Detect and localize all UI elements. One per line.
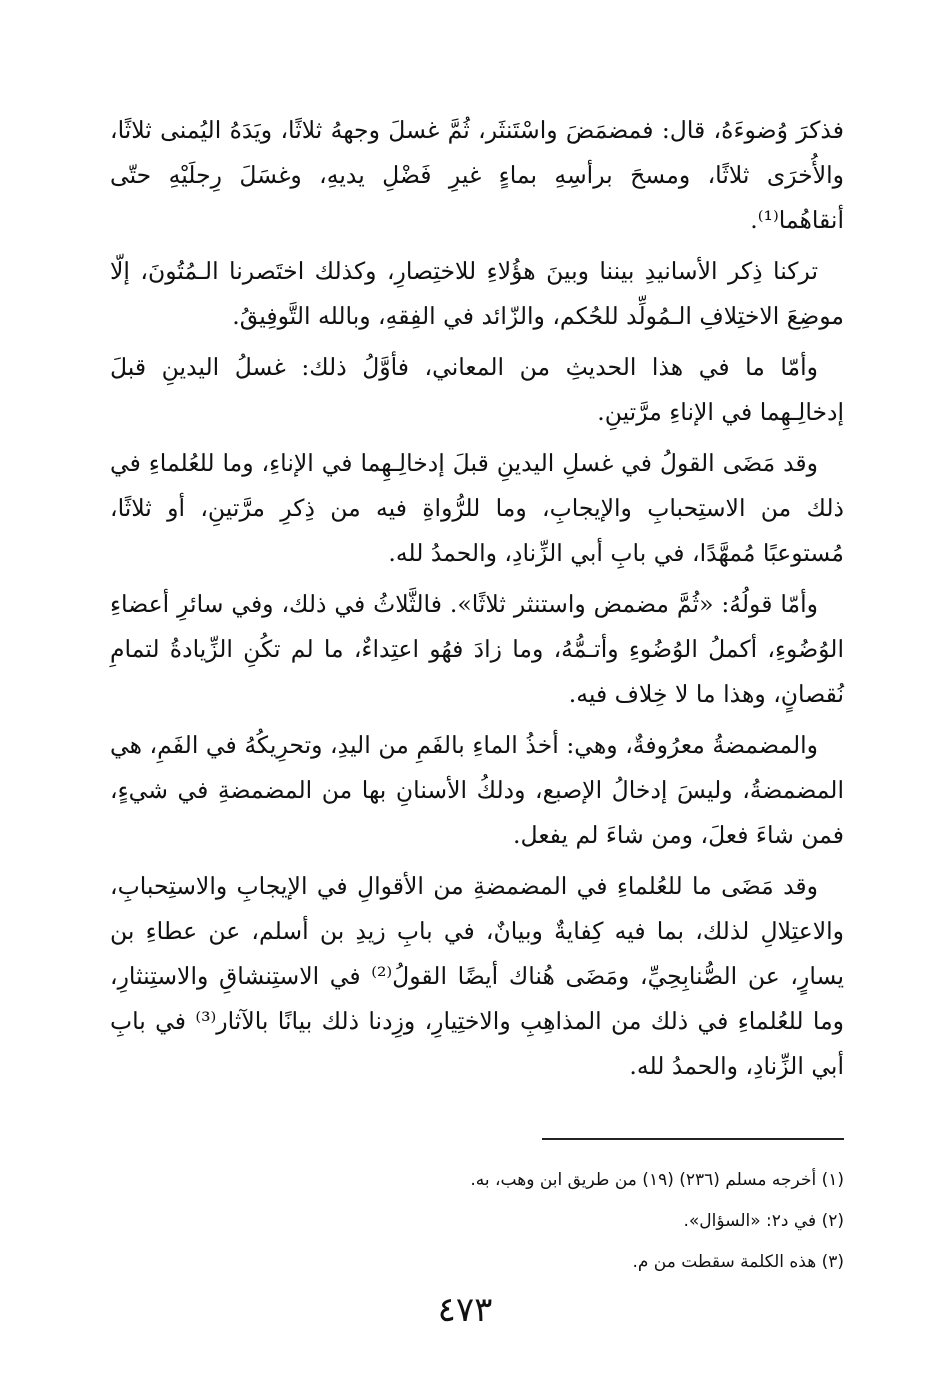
footnote-separator	[542, 1138, 844, 1140]
page-number: ٤٧٣	[437, 1290, 493, 1330]
paragraph-4: وقد مَضَى القولُ في غسلِ اليدينِ قبلَ إدخالِـهِما في الإناءِ، وما للعُلماءِ في ذلك من الاستِحبابِ والإيجابِ، وما للرُّواةِ فيه من ذِكرِ مرَّتينِ، أو ثلاثًا، مُستوعبًا مُمهَّدًا، في بابِ أبي الزِّنادِ، والحمدُ لله.	[110, 449, 844, 567]
paragraph-5: وأمّا قولُهُ: «ثُمَّ مضمض واستنثر ثلاثًا». فالثَّلاثُ في ذلك، وفي سائرِ أعضاءِ الوُضُوءِ، أكملُ الوُضُوءِ وأتـمُّهُ، وما زادَ فهُو اعتِداءٌ، ما لم تكُنِ الزِّيادةُ لتمامِ نُقصانٍ، وهذا ما لا خِلاف فيه.	[110, 590, 844, 708]
footnote-3: (٣) هذه الكلمة سقطت من م.	[632, 1252, 844, 1272]
paragraph-7: وقد مَضَى ما للعُلماءِ في المضمضةِ من الأقوالِ في الإيجابِ والاستِحبابِ، والاعتِلالِ لذلك، بما فيه كِفايةٌ وبيانٌ، في بابِ زيدِ بن أسلم، عن عطاءِ بن يسارٍ، عن الصُّنابِحِيِّ، ومَضَى هُناك أيضًا القولُ⁽²⁾ في الاستِنشاقِ والاستِنثارِ، وما للعُلماءِ في ذلك من المذاهِبِ والاختِيارِ، وزِدنا ذلك بيانًا بالآثار⁽³⁾ في بابِ أبي الزِّنادِ، والحمدُ لله.	[110, 872, 845, 1080]
paragraph-2: تركنا ذِكر الأسانيدِ بيننا وبينَ هؤُلاءِ للاختِصارِ، وكذلك اختَصرنا الـمُتُونَ، إلّا موضِعَ الاختِلافِ الـمُولِّد للحُكم، والزّائد في الفِقهِ، وبالله التَّوفِيقُ.	[110, 257, 844, 330]
main-text	[110, 108, 844, 1095]
footnote-2: (٢) في د٢: «السؤال».	[683, 1211, 844, 1231]
footnote-1: (١) أخرجه مسلم (٢٣٦) (١٩) من طريق ابن وهب، به.	[470, 1170, 844, 1190]
paragraph-1: فذكرَ وُضوءَهُ، قال: فمضمَضَ واسْتَنثَر، ثُمَّ غسلَ وجههُ ثلاثًا، ويَدَهُ اليُمنى ثلاثًا، والأُخرَى ثلاثًا، ومسحَ برأسِهِ بماءٍ غيرِ فَضْلِ يديهِ، وغسَلَ رِجلَيْهِ حتّى أنقاهُما⁽¹⁾.	[110, 116, 844, 234]
paragraph-6: والمضمضةُ معرُوفةٌ، وهي: أخذُ الماءِ بالفَمِ من اليدِ، وتحرِيكُهُ في الفَمِ، هي المضمضةُ، وليسَ إدخالُ الإصبع، ودلكُ الأسنانِ بها من المضمضةِ في شيءٍ، فمن شاءَ فعلَ، ومن شاءَ لم يفعل.	[110, 731, 844, 849]
footnotes	[344, 1160, 844, 1283]
paragraph-3: وأمّا ما في هذا الحديثِ من المعاني، فأوَّلُ ذلك: غسلُ اليدينِ قبلَ إدخالِـهِما في الإناءِ مرَّتينِ.	[110, 353, 844, 426]
